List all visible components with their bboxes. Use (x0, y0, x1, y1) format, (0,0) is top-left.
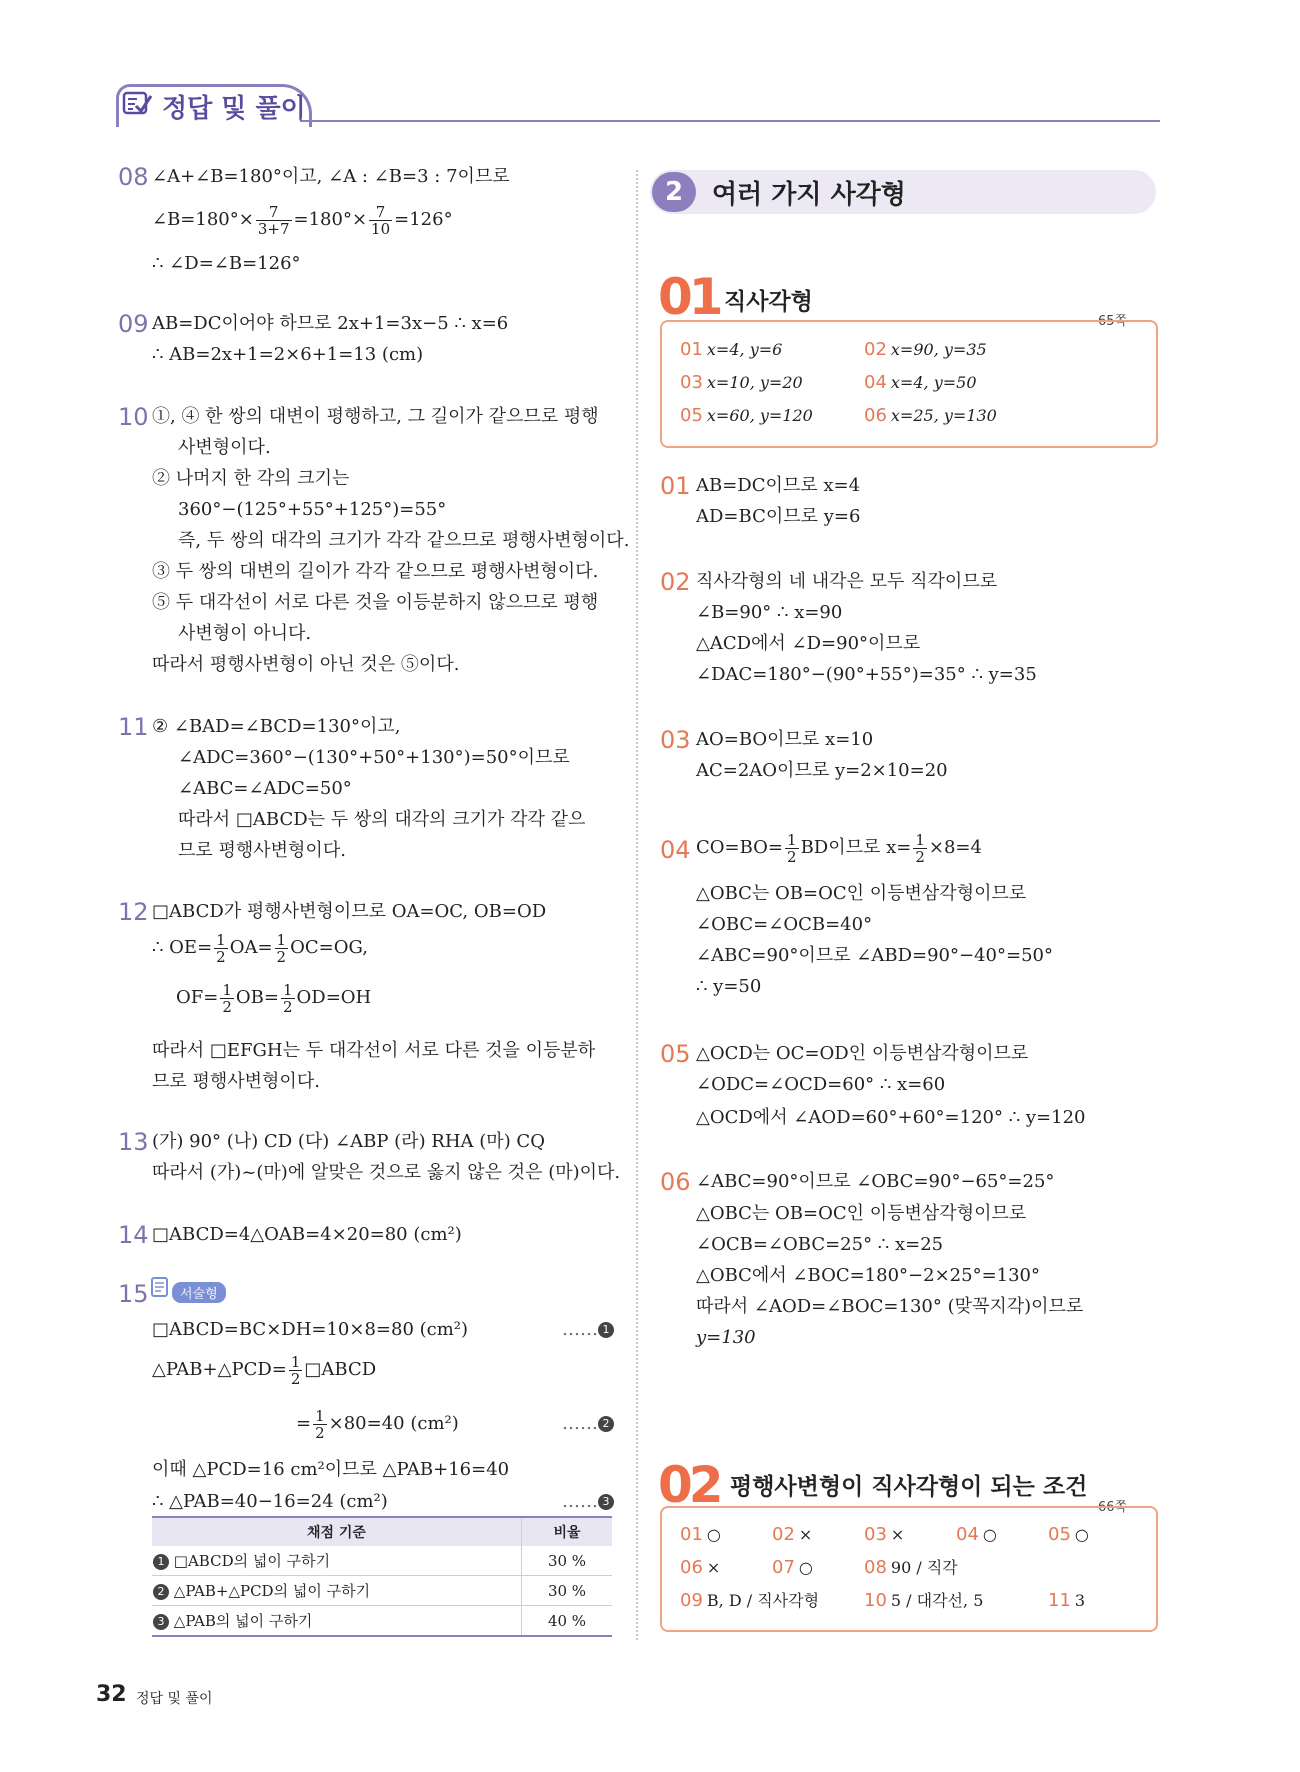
answer-item: 01 x=4, y=6 (680, 339, 783, 360)
subsection-number: 02 (658, 1456, 720, 1514)
problem-number: 04 (660, 836, 691, 864)
page-number: 32 (96, 1682, 127, 1707)
solution-line: 따라서 ∠AOD=∠BOC=130° (맞꼭지각)이므로 (696, 1296, 1084, 1317)
solution-line: ∠DAC=180°−(90°+55°)=35° ∴ y=35 (696, 664, 1037, 685)
page-reference: 66쪽 (1098, 1500, 1128, 1515)
table-row: 3 △PAB의 넓이 구하기 40 % (152, 1606, 612, 1637)
solution-line: ∠B=180°× $\frac{7}{3+7}$ =180°× $\frac{7}{10}$ =126° (152, 202, 453, 238)
solution-line: ② ∠BAD=∠BCD=130°이고, (152, 716, 401, 737)
solution-line: ∴ ∠D=∠B=126° (152, 253, 301, 274)
solution-line: ∠ABC=90°이므로 ∠ABD=90°−40°=50° (696, 945, 1053, 966)
answer-item: 05 x=60, y=120 (680, 405, 813, 426)
solution-line: □ABCD=4△OAB=4×20=80 (cm²) (152, 1224, 462, 1245)
problem-number: 09 (118, 310, 149, 338)
answer-item: 10 5 / 대각선, 5 (864, 1590, 984, 1611)
problem-number: 11 (118, 713, 149, 741)
solution-line: AB=DC이므로 x=4 (696, 475, 861, 496)
solution-line: 따라서 평행사변형이 아닌 것은 ⑤이다. (152, 654, 460, 675)
answer-item: 04 ○ (956, 1524, 997, 1545)
solution-line: 즉, 두 쌍의 대각의 크기가 각각 같으므로 평행사변형이다. (178, 530, 630, 551)
section-number: 2 (652, 172, 696, 212)
solution-line: ∠A+∠B=180°이고, ∠A : ∠B=3 : 7이므로 (152, 166, 510, 187)
step-marker: …… 2 (562, 1410, 614, 1438)
solution-line: ∴ OE= $\frac{1}{2}$ OA= $\frac{1}{2}$ OC=OG, (152, 930, 368, 966)
solution-line: ⑤ 두 대각선이 서로 다른 것을 이등분하지 않으므로 평행 (152, 592, 599, 613)
answer-item: 08 90 / 직각 (864, 1557, 958, 1578)
subsection-title: 직사각형 (724, 289, 813, 315)
checklist-icon (122, 90, 152, 118)
column-divider (636, 170, 638, 1640)
solution-line: 므로 평행사변형이다. (152, 1071, 320, 1092)
solution-line: ∴ AB=2x+1=2×6+1=13 (cm) (152, 344, 424, 365)
solution-line: ∠B=90° ∴ x=90 (696, 602, 843, 623)
problem-number: 13 (118, 1128, 149, 1156)
solution-line: △OBC는 OB=OC인 이등변삼각형이므로 (696, 883, 1027, 904)
scoring-header-criteria: 채점 기준 (152, 1517, 522, 1546)
solution-line: AC=2AO이므로 y=2×10=20 (696, 760, 948, 781)
problem-number: 01 (660, 472, 691, 500)
scoring-header-ratio: 비율 (522, 1517, 613, 1546)
solution-line: 따라서 □EFGH는 두 대각선이 서로 다른 것을 이등분하 (152, 1040, 596, 1061)
step-marker: …… 3 (562, 1488, 614, 1516)
problem-number: 12 (118, 898, 149, 926)
header-title: 정답 및 풀이 (162, 94, 306, 124)
answer-item: 04 x=4, y=50 (864, 372, 977, 393)
answer-item: 02 × (772, 1524, 813, 1545)
solution-line: ∴ △PAB=40−16=24 (cm²) (152, 1491, 388, 1512)
answer-item: 06 × (680, 1557, 721, 1578)
solution-line: △PAB+△PCD= $\frac{1}{2}$ □ABCD (152, 1352, 377, 1388)
solution-line: 360°−(125°+55°+125°)=55° (178, 499, 447, 520)
scoring-table (152, 1516, 612, 1637)
solution-line: y=130 (696, 1327, 756, 1348)
problem-number: 10 (118, 403, 149, 431)
header-rule (300, 120, 1160, 122)
note-icon (150, 1276, 170, 1298)
solution-line: 직사각형의 네 내각은 모두 직각이므로 (696, 571, 998, 592)
solution-line: △ACD에서 ∠D=90°이므로 (696, 633, 921, 654)
subsection-number: 01 (658, 268, 720, 326)
subsection-title: 평행사변형이 직사각형이 되는 조건 (730, 1474, 1088, 1500)
solution-line: ∠OBC=∠OCB=40° (696, 914, 873, 935)
solution-line: ∠ABC=∠ADC=50° (178, 778, 352, 799)
answer-item: 01 ○ (680, 1524, 721, 1545)
table-row: 1 □ABCD의 넓이 구하기 30 % (152, 1546, 612, 1576)
solution-line: 따라서 (가)~(마)에 알맞은 것으로 옳지 않은 것은 (마)이다. (152, 1162, 621, 1183)
solution-line: = $\frac{1}{2}$ ×80=40 (cm²) (296, 1406, 459, 1442)
solution-line: CO=BO= $\frac{1}{2}$ BD이므로 x= $\frac{1}{2}$ ×8=4 (696, 830, 982, 866)
problem-number: 15 (118, 1280, 149, 1308)
problem-number: 06 (660, 1168, 691, 1196)
solution-line: ∠ODC=∠OCD=60° ∴ x=60 (696, 1074, 946, 1095)
solution-line: ∴ y=50 (696, 976, 762, 997)
solution-line: ∠OCB=∠OBC=25° ∴ x=25 (696, 1234, 944, 1255)
solution-line: ∠ABC=90°이므로 ∠OBC=90°−65°=25° (696, 1171, 1055, 1192)
answer-item: 06 x=25, y=130 (864, 405, 997, 426)
solution-line: □ABCD=BC×DH=10×8=80 (cm²) (152, 1319, 469, 1340)
solution-line: △OCD는 OC=OD인 이등변삼각형이므로 (696, 1043, 1029, 1064)
solution-line: ③ 두 쌍의 대변의 길이가 각각 같으므로 평행사변형이다. (152, 561, 599, 582)
page-reference: 65쪽 (1098, 314, 1128, 329)
answer-item: 09 B, D / 직사각형 (680, 1590, 820, 1611)
problem-number: 08 (118, 163, 149, 191)
solution-line: ①, ④ 한 쌍의 대변이 평행하고, 그 길이가 같으므로 평행 (152, 406, 599, 427)
solution-line: (가) 90° (나) CD (다) ∠ABP (라) RHA (마) CQ (152, 1131, 545, 1152)
solution-line: AD=BC이므로 y=6 (696, 506, 861, 527)
solution-line: 사변형이 아니다. (178, 623, 312, 644)
solution-line: AO=BO이므로 x=10 (696, 729, 874, 750)
footer-label: 정답 및 풀이 (136, 1691, 213, 1707)
answer-item: 07 ○ (772, 1557, 813, 1578)
solution-line: AB=DC이어야 하므로 2x+1=3x−5 ∴ x=6 (152, 313, 509, 334)
solution-line: □ABCD가 평행사변형이므로 OA=OC, OB=OD (152, 901, 547, 922)
solution-line: ∠ADC=360°−(130°+50°+130°)=50°이므로 (178, 747, 570, 768)
answer-item: 03 × (864, 1524, 905, 1545)
problem-number: 14 (118, 1221, 149, 1249)
answer-item: 02 x=90, y=35 (864, 339, 987, 360)
essay-badge: 서술형 (172, 1282, 226, 1303)
solution-line: ② 나머지 한 각의 크기는 (152, 468, 350, 489)
answer-item: 03 x=10, y=20 (680, 372, 803, 393)
solution-line: 따라서 □ABCD는 두 쌍의 대각의 크기가 각각 같으 (178, 809, 586, 830)
step-marker: …… 1 (562, 1316, 614, 1344)
solution-line: △OBC는 OB=OC인 이등변삼각형이므로 (696, 1203, 1027, 1224)
answer-item: 05 ○ (1048, 1524, 1089, 1545)
answer-item: 11 3 (1048, 1590, 1086, 1611)
problem-number: 03 (660, 726, 691, 754)
solution-line: 므로 평행사변형이다. (178, 840, 346, 861)
solution-line: △OCD에서 ∠AOD=60°+60°=120° ∴ y=120 (696, 1107, 1086, 1128)
solution-line: 이때 △PCD=16 cm²이므로 △PAB+16=40 (152, 1459, 510, 1480)
solution-line: △OBC에서 ∠BOC=180°−2×25°=130° (696, 1265, 1041, 1286)
section-title: 여러 가지 사각형 (712, 180, 906, 210)
solution-line: 사변형이다. (178, 437, 271, 458)
table-row: 2 △PAB+△PCD의 넓이 구하기 30 % (152, 1576, 612, 1606)
solution-line: OF= $\frac{1}{2}$ OB= $\frac{1}{2}$ OD=OH (176, 980, 372, 1016)
problem-number: 05 (660, 1040, 691, 1068)
problem-number: 02 (660, 568, 691, 596)
